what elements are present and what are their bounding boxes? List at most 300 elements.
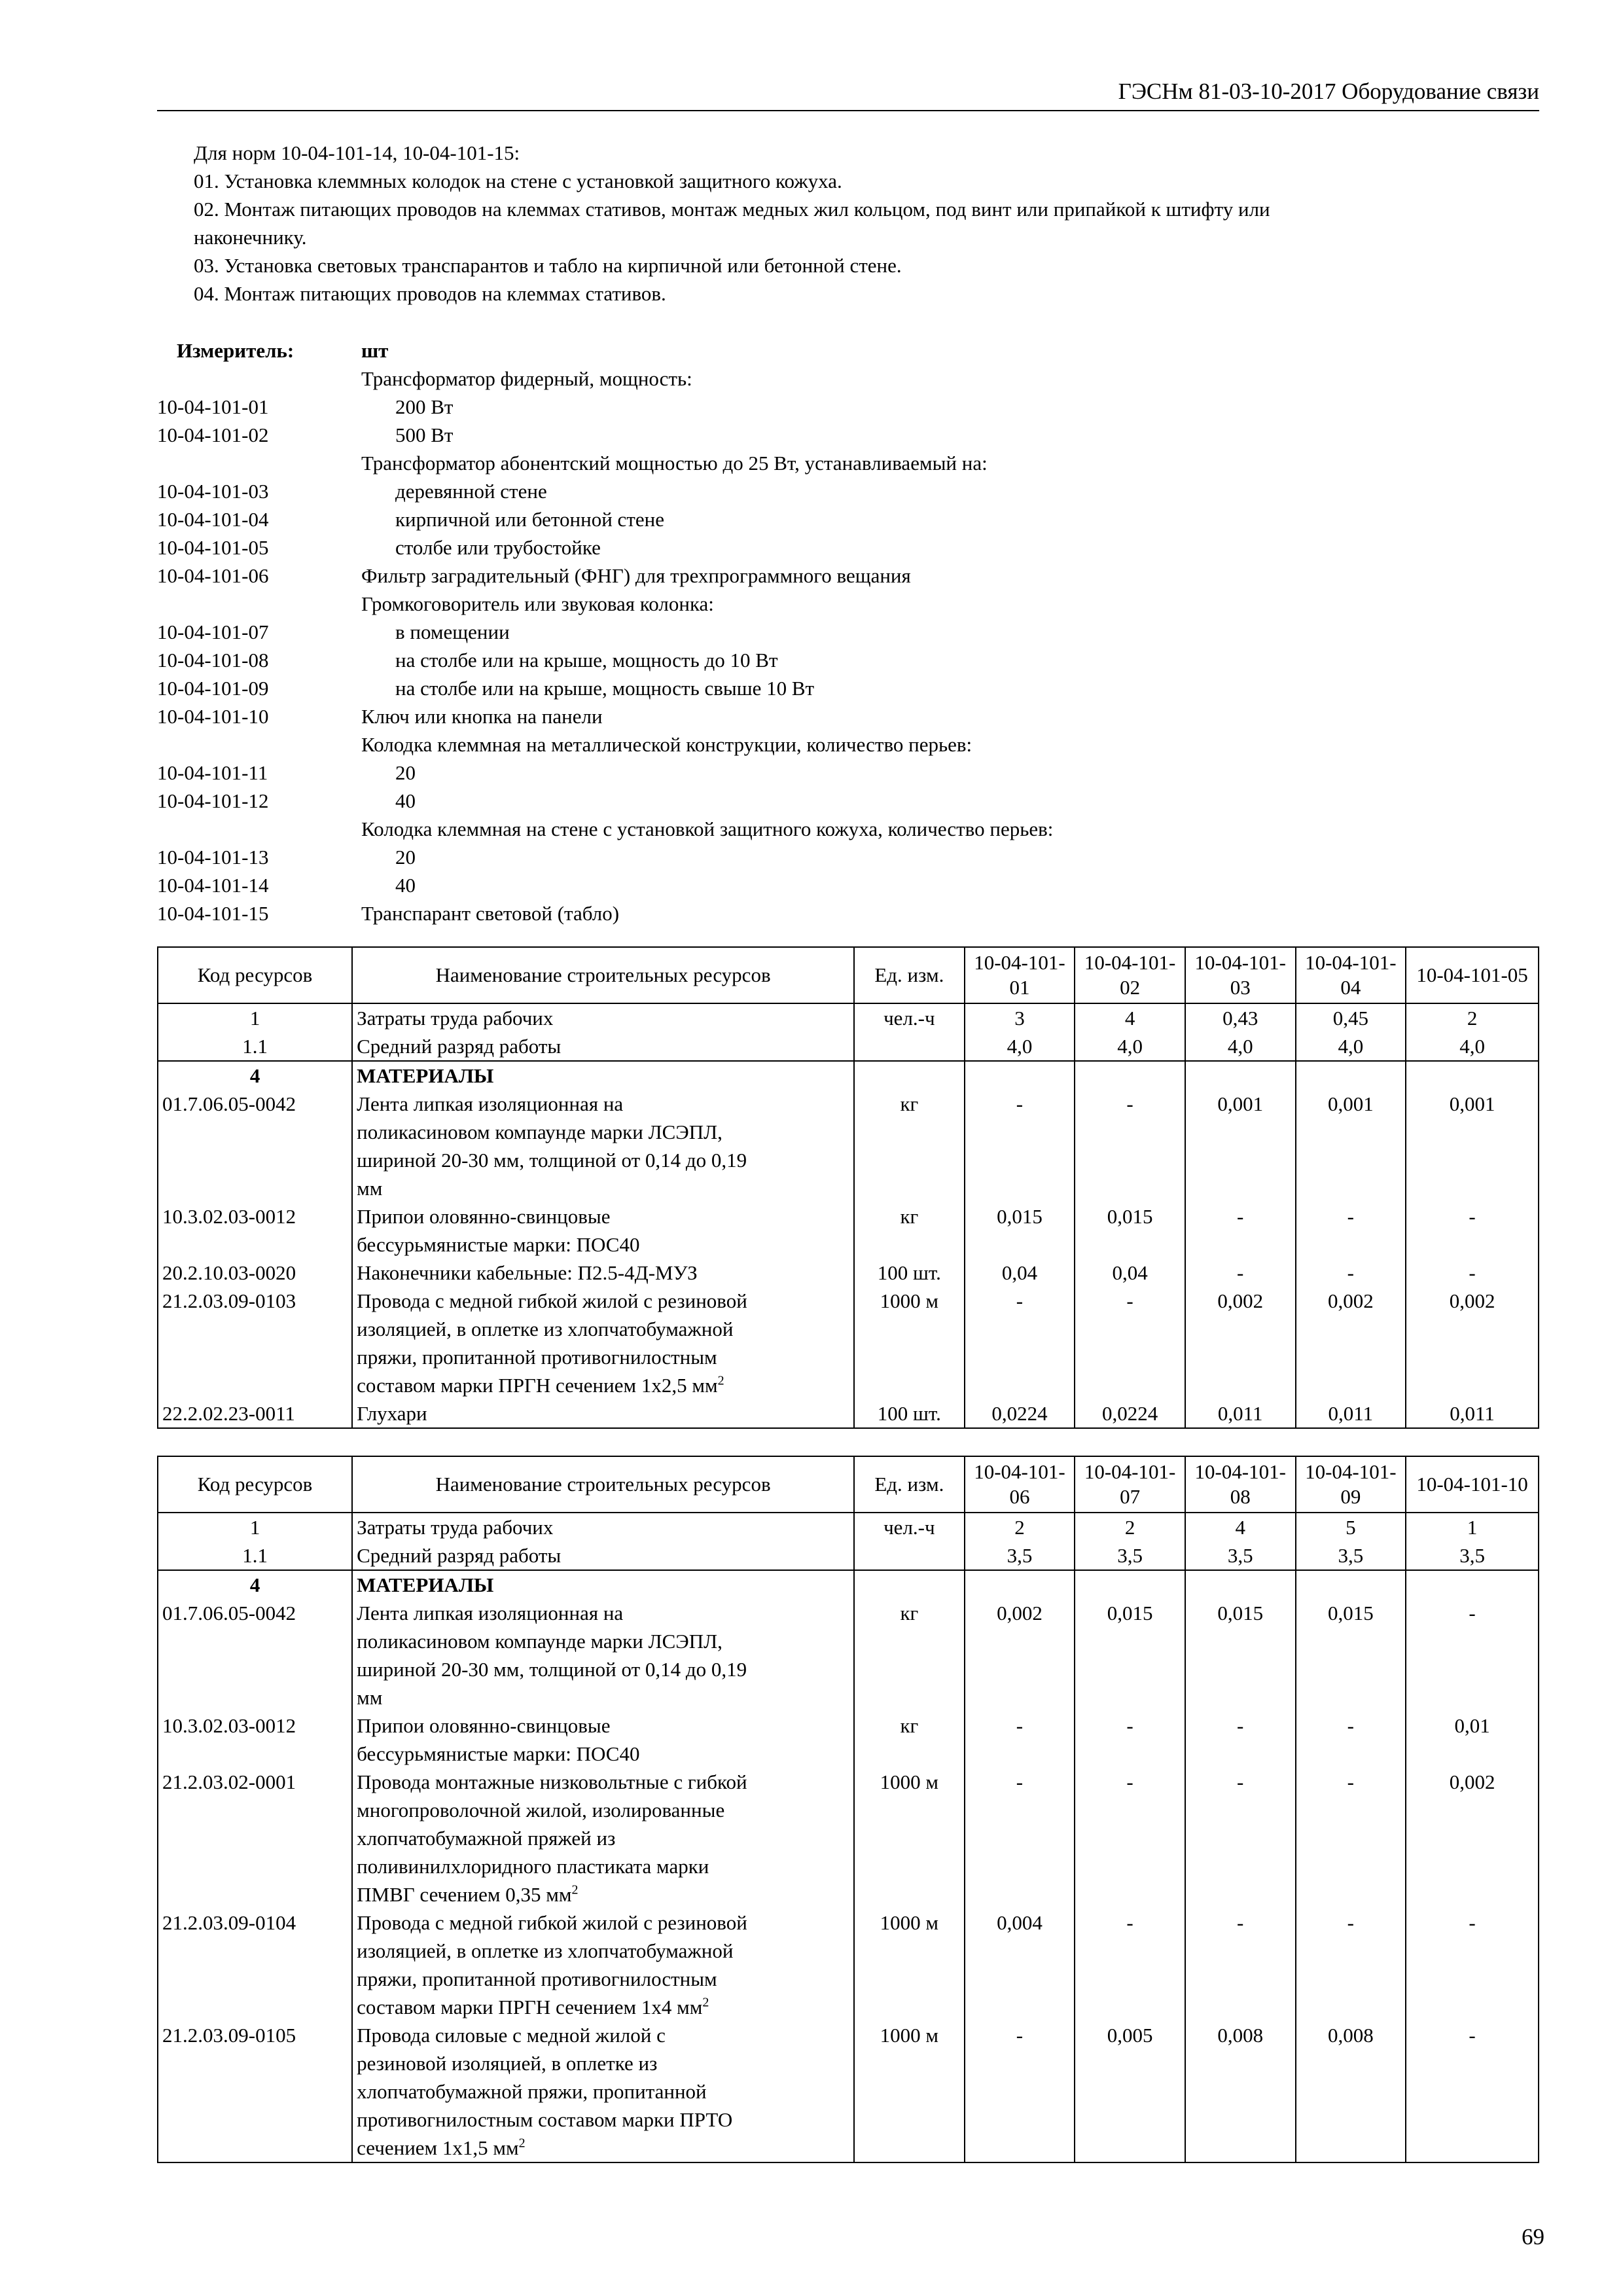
resource-name-text: ПМВГ сечением 0,35 мм <box>357 1883 572 1906</box>
resource-value: 0,015 <box>965 1202 1075 1259</box>
resource-value <box>1296 1570 1406 1599</box>
norm-row <box>157 733 1539 761</box>
resource-name-text: многопроволочной жилой, изолированные <box>357 1799 725 1821</box>
resource-value: - <box>1185 1712 1296 1768</box>
norm-code: 10-04-101-10 <box>157 705 269 728</box>
resource-table-1 <box>157 946 1539 1429</box>
resource-code: 1.1 <box>158 1032 352 1061</box>
resource-name-text: Провода с медной гибкой жилой с резиновой <box>357 1911 747 1934</box>
norm-text: 20 <box>395 761 416 784</box>
table-row <box>158 1090 1539 1202</box>
resource-value: 0,011 <box>1296 1399 1406 1428</box>
resource-code: 21.2.03.09-0103 <box>158 1287 352 1399</box>
norm-row <box>157 367 1539 395</box>
norm-code: 10-04-101-13 <box>157 846 269 869</box>
superscript: 2 <box>571 1882 579 1897</box>
table-row <box>158 1599 1539 1712</box>
resource-table-2 <box>157 1456 1539 2163</box>
norm-row <box>157 452 1539 480</box>
resource-name <box>352 1259 854 1287</box>
norm-code: 10-04-101-02 <box>157 423 269 446</box>
resource-value: 0,008 <box>1185 2021 1296 2162</box>
resource-name-text: Припои оловянно-свинцовые <box>357 1714 611 1737</box>
resource-name-line <box>357 2134 849 2162</box>
resource-name-line <box>357 1399 849 1427</box>
notes <box>194 139 1542 308</box>
norm-row <box>157 649 1539 677</box>
resource-name-text: поливинилхлоридного пластиката марки <box>357 1855 709 1878</box>
resource-name-line <box>357 2021 849 2049</box>
resource-value: - <box>1185 1768 1296 1909</box>
resource-value: 0,45 <box>1296 1003 1406 1032</box>
norms-list <box>157 339 1539 930</box>
norm-row <box>157 677 1539 705</box>
resource-name-line <box>357 1062 849 1090</box>
table-row <box>158 1570 1539 1599</box>
resource-value: 0,005 <box>1075 2021 1185 2162</box>
col-unit-header: Ед. изм. <box>854 1456 965 1513</box>
resource-unit <box>854 1570 965 1599</box>
resource-value: - <box>1075 1090 1185 1202</box>
resource-name-line <box>357 1993 849 2021</box>
norm-code: 10-04-101-05 <box>157 536 269 559</box>
resource-unit: 1000 м <box>854 1768 965 1909</box>
resource-unit: 100 шт. <box>854 1399 965 1428</box>
resource-name <box>352 1202 854 1259</box>
resource-value <box>1185 1570 1296 1599</box>
resource-value: - <box>965 1090 1075 1202</box>
table-row <box>158 1399 1539 1428</box>
resource-name <box>352 2021 854 2162</box>
resource-name-line <box>357 1259 849 1287</box>
resource-name-text: хлопчатобумажной пряжи, пропитанной <box>357 2080 707 2103</box>
resource-unit: 1000 м <box>854 1909 965 2021</box>
resource-name-text: Глухари <box>357 1402 427 1425</box>
norm-text: Трансформатор абонентский мощностью до 25 Вт, устанавливаемый на: <box>361 452 988 475</box>
resource-code: 1 <box>158 1513 352 1541</box>
resource-name-text: Средний разряд работы <box>357 1544 562 1567</box>
resource-unit <box>854 1061 965 1090</box>
resource-code: 21.2.03.09-0105 <box>158 2021 352 2162</box>
resource-unit: 1000 м <box>854 1287 965 1399</box>
resource-name-line <box>357 1202 849 1230</box>
resource-name <box>352 1570 854 1599</box>
resource-value: 0,002 <box>1185 1287 1296 1399</box>
col-norm-header: 10-04-101-06 <box>965 1456 1075 1513</box>
resource-value: 0,002 <box>965 1599 1075 1712</box>
norm-code: 10-04-101-07 <box>157 620 269 643</box>
page-header <box>157 71 1539 111</box>
resource-value: 5 <box>1296 1513 1406 1541</box>
resource-value <box>1406 1570 1539 1599</box>
resource-value: - <box>1406 2021 1539 2162</box>
resource-name-line <box>357 1909 849 1937</box>
resource-value: 0,011 <box>1185 1399 1296 1428</box>
resource-value: 0,015 <box>1075 1599 1185 1712</box>
note-line: 04. Монтаж питающих проводов на клеммах стативов. <box>194 282 666 305</box>
resource-value: - <box>1075 1712 1185 1768</box>
resource-unit: кг <box>854 1599 965 1712</box>
resource-value: 2 <box>965 1513 1075 1541</box>
col-name-header: Наименование строительных ресурсов <box>352 947 854 1003</box>
resource-name-text: пряжи, пропитанной противогнилостным <box>357 1967 717 1990</box>
resource-name-text: хлопчатобумажной пряжей из <box>357 1827 616 1850</box>
norm-text: на столбе или на крыше, мощность до 10 Вт <box>395 649 778 672</box>
resource-value: 2 <box>1075 1513 1185 1541</box>
table-row <box>158 1513 1539 1541</box>
resource-name <box>352 1768 854 1909</box>
note-line: 03. Установка световых транспарантов и табло на кирпичной или бетонной стене. <box>194 254 902 277</box>
resource-value: 0,015 <box>1075 1202 1185 1259</box>
table-row <box>158 1202 1539 1259</box>
resource-name-text: составом марки ПРГН сечением 1х4 мм <box>357 1996 703 2018</box>
resource-value: - <box>1406 1599 1539 1712</box>
resource-value: 2 <box>1406 1003 1539 1032</box>
resource-name-line <box>357 2077 849 2106</box>
resource-unit: чел.-ч <box>854 1003 965 1032</box>
resource-unit <box>854 1032 965 1061</box>
resource-value: 4,0 <box>1296 1032 1406 1061</box>
resource-name-line <box>357 1090 849 1118</box>
resource-value: 0,0224 <box>1075 1399 1185 1428</box>
table-row <box>158 1541 1539 1570</box>
resource-name-text: изоляцией, в оплетке из хлопчатобумажной <box>357 1939 734 1962</box>
resource-name-line <box>357 1571 849 1599</box>
note-line: 01. Установка клеммных колодок на стене с установкой защитного кожуха. <box>194 170 842 192</box>
superscript: 2 <box>717 1373 724 1388</box>
resource-value: 4,0 <box>1185 1032 1296 1061</box>
resource-name <box>352 1090 854 1202</box>
resource-value: - <box>965 1287 1075 1399</box>
norm-code: 10-04-101-15 <box>157 902 269 925</box>
resource-name-text: шириной 20-30 мм, толщиной от 0,14 до 0,19 <box>357 1149 747 1172</box>
resource-value: 0,002 <box>1406 1287 1539 1399</box>
resource-name-text: бессурьмянистые марки: ПОС40 <box>357 1233 640 1256</box>
resource-name-line <box>357 1937 849 1965</box>
norm-row <box>157 705 1539 733</box>
resource-value: 0,001 <box>1406 1090 1539 1202</box>
resource-name-line <box>357 1655 849 1683</box>
resource-name-line <box>357 1371 849 1399</box>
norm-code: 10-04-101-11 <box>157 761 268 784</box>
resource-name-line <box>357 1032 849 1060</box>
norm-text: на столбе или на крыше, мощность свыше 10 Вт <box>395 677 815 700</box>
resource-name <box>352 1599 854 1712</box>
resource-unit: кг <box>854 1712 965 1768</box>
resource-value: - <box>1296 1712 1406 1768</box>
resource-value: 4,0 <box>965 1032 1075 1061</box>
resource-value <box>965 1570 1075 1599</box>
resource-value: - <box>1406 1909 1539 2021</box>
resource-name <box>352 1399 854 1428</box>
resource-value: 0,015 <box>1296 1599 1406 1712</box>
resource-value: - <box>1075 1909 1185 2021</box>
resource-name-text: сечением 1х1,5 мм <box>357 2136 519 2159</box>
resource-code: 4 <box>158 1570 352 1599</box>
resource-name-line <box>357 1768 849 1796</box>
norm-code: 10-04-101-12 <box>157 789 269 812</box>
resource-unit <box>854 1541 965 1570</box>
measure-value: шт <box>361 339 389 362</box>
resource-name-line <box>357 2049 849 2077</box>
resource-value: 3,5 <box>965 1541 1075 1570</box>
resource-code: 22.2.02.23-0011 <box>158 1399 352 1428</box>
resource-value: - <box>965 1768 1075 1909</box>
norm-row <box>157 817 1539 846</box>
resource-name-text: резиновой изоляцией, в оплетке из <box>357 2052 658 2075</box>
norm-text: 500 Вт <box>395 423 454 446</box>
resource-name-line <box>357 1683 849 1712</box>
resource-name-line <box>357 2106 849 2134</box>
resource-name-text: шириной 20-30 мм, толщиной от 0,14 до 0,19 <box>357 1658 747 1681</box>
resource-value: 3,5 <box>1406 1541 1539 1570</box>
norm-row <box>157 395 1539 423</box>
col-norm-header: 10-04-101-02 <box>1075 947 1185 1003</box>
resource-value: 0,015 <box>1185 1599 1296 1712</box>
resource-name-line <box>357 1174 849 1202</box>
resource-value: 3,5 <box>1185 1541 1296 1570</box>
col-norm-header: 10-04-101-03 <box>1185 947 1296 1003</box>
col-norm-header: 10-04-101-05 <box>1406 947 1539 1003</box>
resource-name-line <box>357 1796 849 1824</box>
resource-name-line <box>357 1740 849 1768</box>
norm-code: 10-04-101-06 <box>157 564 269 587</box>
norm-row <box>157 761 1539 789</box>
resource-value: - <box>965 2021 1075 2162</box>
resource-name-line <box>357 1287 849 1315</box>
resource-name <box>352 1061 854 1090</box>
resource-unit: 1000 м <box>854 2021 965 2162</box>
resource-value: 0,002 <box>1406 1768 1539 1909</box>
resource-name-line <box>357 1599 849 1627</box>
resource-name-text: Лента липкая изоляционная на <box>357 1092 624 1115</box>
table-row <box>158 1768 1539 1909</box>
table-row <box>158 1909 1539 2021</box>
resource-name <box>352 1712 854 1768</box>
norm-text: Колодка клеммная на стене с установкой защитного кожуха, количество перьев: <box>361 817 1054 840</box>
col-norm-header: 10-04-101-10 <box>1406 1456 1539 1513</box>
resource-name-text: пряжи, пропитанной противогнилостным <box>357 1346 717 1369</box>
col-norm-header: 10-04-101-01 <box>965 947 1075 1003</box>
resource-name-text: МАТЕРИАЛЫ <box>357 1064 494 1087</box>
resource-value: - <box>1185 1259 1296 1287</box>
norm-row <box>157 846 1539 874</box>
resource-value <box>965 1061 1075 1090</box>
resource-name-text: противогнилостным составом марки ПРТО <box>357 2108 733 2131</box>
resource-code: 1 <box>158 1003 352 1032</box>
superscript: 2 <box>702 1995 709 2010</box>
resource-name-text: Провода силовые с медной жилой с <box>357 2024 666 2047</box>
resource-value: 3,5 <box>1296 1541 1406 1570</box>
resource-value: 0,43 <box>1185 1003 1296 1032</box>
resource-code: 21.2.03.09-0104 <box>158 1909 352 2021</box>
resource-value <box>1406 1061 1539 1090</box>
resource-value: 0,04 <box>965 1259 1075 1287</box>
resource-name <box>352 1003 854 1032</box>
resource-value: - <box>1185 1202 1296 1259</box>
resource-value: 0,001 <box>1185 1090 1296 1202</box>
resource-code: 10.3.02.03-0012 <box>158 1202 352 1259</box>
resource-code: 20.2.10.03-0020 <box>158 1259 352 1287</box>
header-title: ГЭСНм 81-03-10-2017 Оборудование связи <box>1118 79 1539 104</box>
table-row <box>158 1712 1539 1768</box>
resource-name-text: Наконечники кабельные: П2.5-4Д-МУЗ <box>357 1261 698 1284</box>
norm-code: 10-04-101-03 <box>157 480 269 503</box>
table-row <box>158 1032 1539 1061</box>
resource-name-text: Затраты труда рабочих <box>357 1007 554 1030</box>
norm-code: 10-04-101-01 <box>157 395 269 418</box>
note-line: 02. Монтаж питающих проводов на клеммах стативов, монтаж медных жил кольцом, под винт или припайкой к штифту или <box>194 198 1270 221</box>
table-header-row <box>158 1456 1539 1513</box>
table-row <box>158 1259 1539 1287</box>
norm-text: кирпичной или бетонной стене <box>395 508 664 531</box>
norm-text: Колодка клеммная на металлической конструкции, количество перьев: <box>361 733 972 756</box>
resource-code: 01.7.06.05-0042 <box>158 1090 352 1202</box>
resource-value: 3,5 <box>1075 1541 1185 1570</box>
resource-name-line <box>357 1627 849 1655</box>
resource-name-text: Припои оловянно-свинцовые <box>357 1205 611 1228</box>
norm-text: 200 Вт <box>395 395 454 418</box>
resource-name-text: МАТЕРИАЛЫ <box>357 1573 494 1596</box>
norm-code: 10-04-101-14 <box>157 874 269 897</box>
norm-row <box>157 789 1539 817</box>
resource-value <box>1185 1061 1296 1090</box>
table-header-row <box>158 947 1539 1003</box>
resource-value: 0,002 <box>1296 1287 1406 1399</box>
norm-row <box>157 536 1539 564</box>
resource-name <box>352 1513 854 1541</box>
resource-value: 0,008 <box>1296 2021 1406 2162</box>
measure-row <box>157 339 1539 367</box>
resource-name-line <box>357 1118 849 1146</box>
col-norm-header: 10-04-101-08 <box>1185 1456 1296 1513</box>
resource-value <box>1075 1061 1185 1090</box>
norm-text: Трансформатор фидерный, мощность: <box>361 367 692 390</box>
resource-value: - <box>1296 1202 1406 1259</box>
resource-value: - <box>1075 1768 1185 1909</box>
resource-value: - <box>1185 1909 1296 2021</box>
resource-value: 4 <box>1185 1513 1296 1541</box>
resource-name-text: Провода монтажные низковольтные с гибкой <box>357 1770 747 1793</box>
norm-text: 40 <box>395 874 416 897</box>
resource-name-line <box>357 1824 849 1852</box>
resource-value: - <box>965 1712 1075 1768</box>
resource-name-text: Средний разряд работы <box>357 1035 562 1058</box>
resource-value: 4,0 <box>1075 1032 1185 1061</box>
col-norm-header: 10-04-101-09 <box>1296 1456 1406 1513</box>
norm-code: 10-04-101-04 <box>157 508 269 531</box>
norm-text: 20 <box>395 846 416 869</box>
norm-row <box>157 620 1539 649</box>
col-unit-header: Ед. изм. <box>854 947 965 1003</box>
resource-name-text: поликасиновом компаунде марки ЛСЭПЛ, <box>357 1630 722 1653</box>
resource-name-line <box>357 1712 849 1740</box>
resource-name-text: Затраты труда рабочих <box>357 1516 554 1539</box>
norm-text: в помещении <box>395 620 510 643</box>
col-norm-header: 10-04-101-07 <box>1075 1456 1185 1513</box>
resource-value: 0,01 <box>1406 1712 1539 1768</box>
norm-row <box>157 564 1539 592</box>
resource-value: 0,0224 <box>965 1399 1075 1428</box>
norm-code: 10-04-101-08 <box>157 649 269 672</box>
resource-unit: кг <box>854 1090 965 1202</box>
table-row <box>158 1287 1539 1399</box>
resource-name <box>352 1541 854 1570</box>
resource-name-text: мм <box>357 1177 383 1200</box>
resource-name-line <box>357 1541 849 1570</box>
resource-name-line <box>357 1146 849 1174</box>
resource-value: 0,011 <box>1406 1399 1539 1428</box>
resource-name <box>352 1287 854 1399</box>
norm-text: столбе или трубостойке <box>395 536 601 559</box>
resource-name-line <box>357 1965 849 1993</box>
resource-name <box>352 1032 854 1061</box>
norm-row <box>157 508 1539 536</box>
resource-name-text: поликасиновом компаунде марки ЛСЭПЛ, <box>357 1121 722 1143</box>
resource-value: 0,004 <box>965 1909 1075 2021</box>
col-name-header: Наименование строительных ресурсов <box>352 1456 854 1513</box>
resource-code: 21.2.03.02-0001 <box>158 1768 352 1909</box>
norm-text: Транспарант световой (табло) <box>361 902 620 925</box>
measure-label: Измеритель: <box>177 339 294 362</box>
resource-value: - <box>1296 1259 1406 1287</box>
resource-name-line <box>357 1852 849 1880</box>
resource-unit: кг <box>854 1202 965 1259</box>
col-code-header: Код ресурсов <box>158 947 352 1003</box>
resource-name-line <box>357 1004 849 1032</box>
note-line: наконечнику. <box>194 226 307 249</box>
norm-row <box>157 423 1539 452</box>
resource-code: 10.3.02.03-0012 <box>158 1712 352 1768</box>
resource-value: 3 <box>965 1003 1075 1032</box>
resource-name-line <box>357 1880 849 1909</box>
resource-value: 4 <box>1075 1003 1185 1032</box>
resource-name-text: Лента липкая изоляционная на <box>357 1602 624 1624</box>
resource-name-text: составом марки ПРГН сечением 1х2,5 мм <box>357 1374 718 1397</box>
resource-name-text: мм <box>357 1686 383 1709</box>
resource-code: 01.7.06.05-0042 <box>158 1599 352 1712</box>
superscript: 2 <box>518 2136 526 2151</box>
resource-value <box>1075 1570 1185 1599</box>
norm-row <box>157 480 1539 508</box>
resource-name-text: бессурьмянистые марки: ПОС40 <box>357 1742 640 1765</box>
norm-text: Громкоговоритель или звуковая колонка: <box>361 592 714 615</box>
norm-row <box>157 592 1539 620</box>
norm-text: Ключ или кнопка на панели <box>361 705 603 728</box>
col-code-header: Код ресурсов <box>158 1456 352 1513</box>
norm-row <box>157 874 1539 902</box>
norm-text: 40 <box>395 789 416 812</box>
resource-value: 4,0 <box>1406 1032 1539 1061</box>
resource-value: - <box>1406 1259 1539 1287</box>
resource-value <box>1296 1061 1406 1090</box>
resource-value: - <box>1075 1287 1185 1399</box>
resource-value: 0,001 <box>1296 1090 1406 1202</box>
col-norm-header: 10-04-101-04 <box>1296 947 1406 1003</box>
table-row <box>158 2021 1539 2162</box>
resource-code: 1.1 <box>158 1541 352 1570</box>
norm-row <box>157 902 1539 930</box>
resource-value: 0,04 <box>1075 1259 1185 1287</box>
resource-name-line <box>357 1315 849 1343</box>
note-line: Для норм 10-04-101-14, 10-04-101-15: <box>194 141 520 164</box>
resource-code: 4 <box>158 1061 352 1090</box>
resource-name <box>352 1909 854 2021</box>
resource-name-line <box>357 1343 849 1371</box>
resource-name-text: изоляцией, в оплетке из хлопчатобумажной <box>357 1318 734 1340</box>
resource-name-line <box>357 1513 849 1541</box>
resource-unit: 100 шт. <box>854 1259 965 1287</box>
